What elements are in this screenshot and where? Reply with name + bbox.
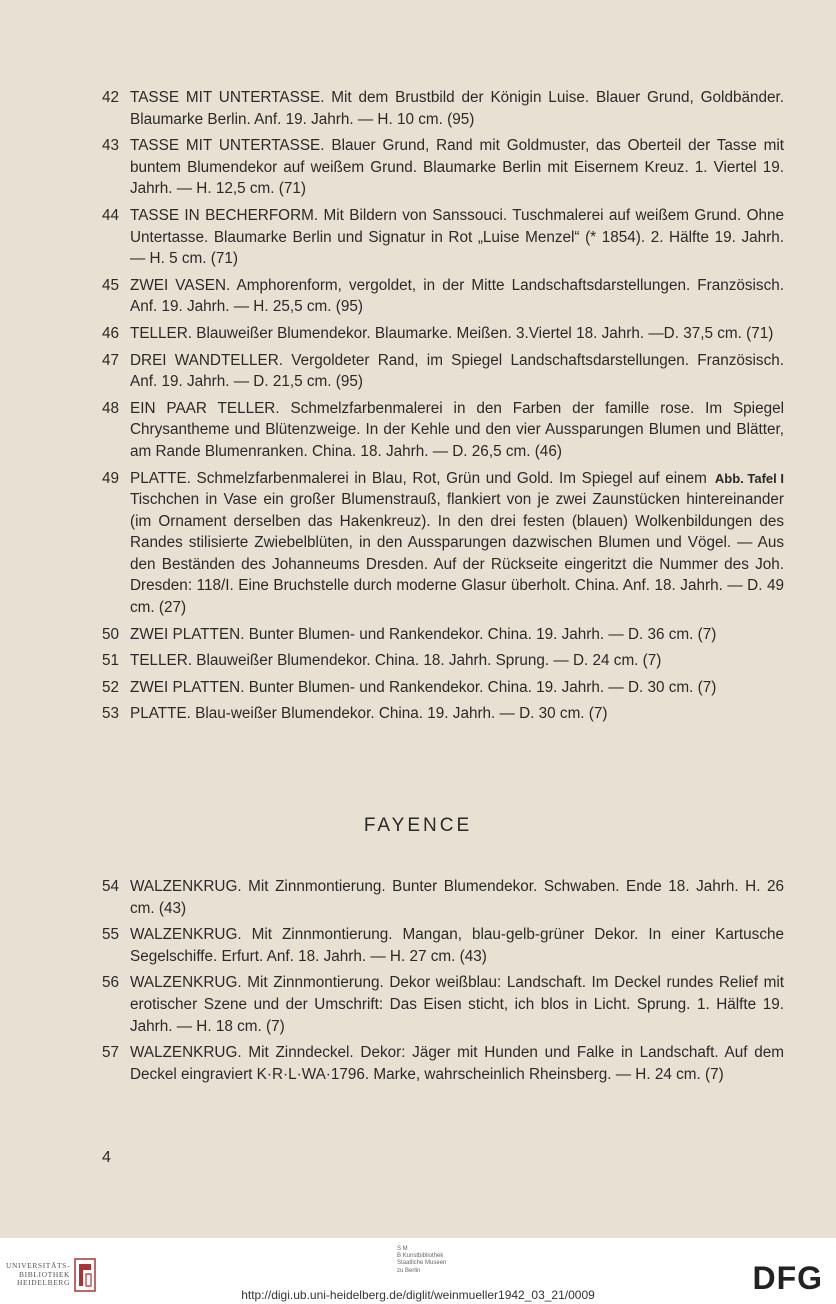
plate-reference: Abb. Tafel I [714,470,784,486]
entries-porcelain [102,87,784,730]
entry-text: TASSE MIT UNTERTASSE. Mit dem Brustbild der Königin Luise. Blauer Grund, Goldbänder. Blaumarke Berlin. Anf. 19. Jahrh. — H. 10 cm. (95) [130,89,784,128]
entry-number: 55 [102,926,120,944]
entry-text: ZWEI PLATTEN. Bunter Blumen- und Rankendekor. China. 19. Jahrh. — D. 30 cm. (7) [130,678,717,696]
catalog-entry [102,876,784,919]
entry-text: EIN PAAR TELLER. Schmelzfarbenmalerei in den Farben der famille rose. Im Spiegel Chrysantheme und Blütenzweige. In der Kehle und den vier Aussparungen Blumen und Blätter, am Rande Blumenranken. China. 18. Jahrh. — D. 26,5 cm. (46) [130,399,784,460]
entry-number: 49 [102,469,120,487]
stamp-line: B Kunstbibliothek [397,1253,444,1260]
entry-text: PLATTE. Blau-weißer Blumendekor. China. 19. Jahrh. — D. 30 cm. (7) [130,705,608,723]
catalog-entry [102,972,784,1037]
entry-number: 44 [102,206,120,224]
catalog-entry [102,275,784,318]
catalog-entry [102,677,784,699]
library-emblem-icon [74,1258,96,1292]
entry-number: 56 [102,974,120,992]
entry-number: 45 [102,276,120,294]
footer-bar [0,1238,836,1304]
entry-number: 51 [102,652,120,670]
entry-number: 48 [102,399,120,417]
catalog-entry [102,205,784,270]
catalog-entry [102,323,784,345]
entry-text: PLATTE. Schmelzfarbenmalerei in Blau, Rot, Grün und Gold. Im Spiegel auf einem Tischchen in Vase ein großer Blumenstrauß, flankiert von je zwei Zaunstücken hintereinander (im Ornament derselben das Hakenkreuz). In den drei festen (blauen) Wolkenbildungen des Randes stilisierte Zwiebelblüten, in den Aussparungen dazwischen Blumen und Vögel. — Aus den Beständen des Johanneums Dresden. Auf der Rückseite eingeritzt die Nummer des Joh. Dresden: 118/I. Eine Bruchstelle durch moderne Glasur überholt. China. Anf. 18. Jahrh. — D. 49 cm. (27) [130,469,784,617]
entry-number: 43 [102,137,120,155]
university-library-logo[interactable] [6,1258,96,1292]
catalog-entry [102,703,784,725]
entry-text: ZWEI VASEN. Amphorenform, vergoldet, in der Mitte Landschaftsdarstellungen. Französisch. Anf. 19. Jahrh. — H. 25,5 cm. (95) [130,276,784,316]
dfg-logo[interactable]: DFG [752,1260,823,1296]
section-title: FAYENCE [363,815,473,836]
page-number: 4 [102,1149,111,1166]
entry-number: 47 [102,351,120,369]
entry-text: TASSE MIT UNTERTASSE. Blauer Grund, Rand mit Goldmuster, das Oberteil der Tasse mit buntem Blumendekor auf weißem Grund. Blaumarke Berlin mit Eisernem Kreuz. 1. Viertel 19. Jahrh. — H. 12,5 cm. (71) [130,137,784,198]
permalink-url[interactable]: http://digi.ub.uni-heidelberg.de/diglit/weinmueller1942_03_21/0009 [241,1288,595,1302]
entry-number: 57 [102,1044,120,1062]
catalog-entry [102,924,784,967]
catalog-entry [102,468,784,619]
entry-number: 52 [102,678,120,696]
catalog-entry [102,398,784,463]
entry-text: TELLER. Blauweißer Blumendekor. Blaumarke. Meißen. 3.Viertel 18. Jahrh. —D. 37,5 cm. (71) [130,324,774,342]
entry-text: WALZENKRUG. Mit Zinnmontierung. Dekor weißblau: Landschaft. Im Deckel rundes Relief mit erotischer Szene und der Umschrift: Das Eisen sticht, ich blos in Licht. Sprung. 1. Hälfte 19. Jahrh. — H. 18 cm. (7) [130,974,784,1035]
entry-number: 46 [102,324,120,342]
catalog-entry [102,350,784,393]
entries-fayence [102,876,784,1090]
library-name-line: BIBLIOTHEK [19,1269,71,1279]
stamp-line: zu Berlin [397,1267,421,1274]
entry-number: 42 [102,89,120,106]
entry-text: ZWEI PLATTEN. Bunter Blumen- und Rankendekor. China. 19. Jahrh. — D. 36 cm. (7) [130,625,717,643]
catalog-entry [102,87,784,130]
entry-text: TELLER. Blauweißer Blumendekor. China. 18. Jahrh. Sprung. — D. 24 cm. (7) [130,652,662,670]
entry-text: WALZENKRUG. Mit Zinndeckel. Dekor: Jäger mit Hunden und Falke in Landschaft. Auf dem Deckel eingraviert K·R·L·WA·1796. Marke, wahrscheinlich Rheinsberg. — H. 24 cm. (7) [130,1044,784,1083]
entry-text: DREI WANDTELLER. Vergoldeter Rand, im Spiegel Landschaftsdarstellungen. Französisch. Anf. 19. Jahrh. — D. 21,5 cm. (95) [130,351,784,391]
stamp-line: Staatliche Museen [397,1260,447,1267]
entry-number: 53 [102,705,120,723]
catalog-entry [102,624,784,646]
entry-text: WALZENKRUG. Mit Zinnmontierung. Bunter Blumendekor. Schwaben. Ende 18. Jahrh. H. 26 cm. (43) [130,878,784,917]
catalog-entry [102,1042,784,1085]
entry-number: 50 [102,625,120,643]
stamp-line: S M [397,1246,408,1252]
entry-text: WALZENKRUG. Mit Zinnmontierung. Mangan, blau-gelb-grüner Dekor. In einer Kartusche Segelschiffe. Erfurt. Anf. 18. Jahrh. — H. 27 cm. (43) [130,926,784,965]
library-name-line: HEIDELBERG [16,1278,71,1288]
catalog-entry [102,650,784,672]
entry-text: TASSE IN BECHERFORM. Mit Bildern von Sanssouci. Tuschmalerei auf weißem Grund. Ohne Untertasse. Blaumarke Berlin und Signatur in Rot „Luise Menzel“ (* 1854). 2. Hälfte 19. Jahrh. — H. 5 cm. (71) [130,206,784,268]
museum-stamp [397,1246,477,1275]
library-name-line: UNIVERSITÄTS- [6,1261,71,1271]
catalog-entry [102,135,784,200]
entry-number: 54 [102,878,120,895]
